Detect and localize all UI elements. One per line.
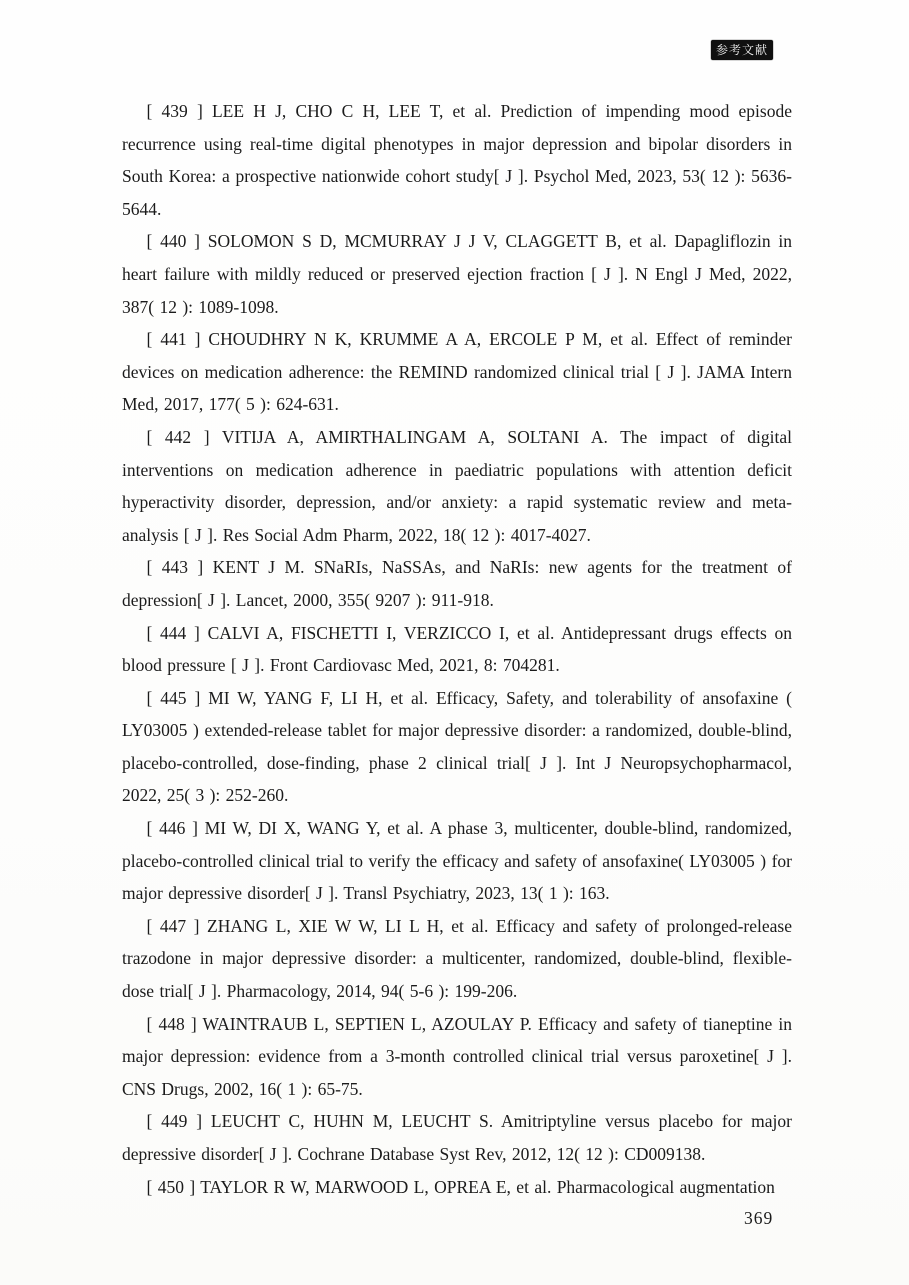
reference-item: [ 450 ] TAYLOR R W, MARWOOD L, OPREA E, et al. Pharmacological augmentation bbox=[146, 1176, 775, 1197]
section-tag-references: 参考文献 bbox=[711, 40, 773, 60]
page-number: 369 bbox=[744, 1208, 774, 1228]
reference-item: [ 449 ] LEUCHT C, HUHN M, LEUCHT S. Amitriptyline versus placebo for major depressive disorder[ J ]. Cochrane Database Syst Rev, 2012, 12( 12 ): CD009138. bbox=[122, 1111, 792, 1164]
reference-item: [ 439 ] LEE H J, CHO C H, LEE T, et al. Prediction of impending mood episode recurrence using real-time digital phenotypes in major depression and bipolar disorders in South Korea: a prospective nationwide cohort study[ J ]. Psychol Med, 2023, 53( 12 ): 5636-5644. bbox=[122, 101, 792, 219]
reference-item: [ 442 ] VITIJA A, AMIRTHALINGAM A, SOLTANI A. The impact of digital interventions on medication adherence in paediatric populations with attention deficit hyperactivity disorder, depression, and/or anxiety: a rapid systematic review and meta-analysis [ J ]. Res Social Adm Pharm, 2022, 18( 12 ): 4017-4027. bbox=[122, 426, 792, 545]
reference-item: [ 447 ] ZHANG L, XIE W W, LI L H, et al. Efficacy and safety of prolonged-release trazodone in major depressive disorder: a multicenter, randomized, double-blind, flexible-dose trial[ J ]. Pharmacology, 2014, 94( 5-6 ): 199-206. bbox=[122, 915, 792, 1002]
reference-item: [ 448 ] WAINTRAUB L, SEPTIEN L, AZOULAY P. Efficacy and safety of tianeptine in major depression: evidence from a 3-month controlled clinical trial versus paroxetine[ J ]. CNS Drugs, 2002, 16( 1 ): 65-75. bbox=[122, 1013, 792, 1099]
references-list bbox=[122, 95, 792, 1203]
reference-item: [ 446 ] MI W, DI X, WANG Y, et al. A phase 3, multicenter, double-blind, randomized, placebo-controlled clinical trial to verify the efficacy and safety of ansofaxine( LY03005 ) for major depressive disorder[ J ]. Transl Psychiatry, 2023, 13( 1 ): 163. bbox=[122, 818, 792, 904]
reference-item: [ 440 ] SOLOMON S D, MCMURRAY J J V, CLAGGETT B, et al. Dapagliflozin in heart failure with mildly reduced or preserved ejection fraction [ J ]. N Engl J Med, 2022, 387( 12 ): 1089-1098. bbox=[122, 231, 792, 317]
reference-item: [ 445 ] MI W, YANG F, LI H, et al. Efficacy, Safety, and tolerability of ansofaxine ( LY03005 ) extended-release tablet for major depressive disorder: a randomized, double-blind, placebo-controlled, dose-finding, phase 2 clinical trial[ J ]. Int J Neuropsychopharmacol, 2022, 25( 3 ): 252-260. bbox=[122, 687, 792, 806]
reference-item: [ 443 ] KENT J M. SNaRIs, NaSSAs, and NaRIs: new agents for the treatment of depression[ J ]. Lancet, 2000, 355( 9207 ): 911-918. bbox=[122, 557, 792, 610]
reference-item: [ 441 ] CHOUDHRY N K, KRUMME A A, ERCOLE P M, et al. Effect of reminder devices on medication adherence: the REMIND randomized clinical trial [ J ]. JAMA Intern Med, 2017, 177( 5 ): 624-631. bbox=[122, 329, 792, 415]
reference-item: [ 444 ] CALVI A, FISCHETTI I, VERZICCO I, et al. Antidepressant drugs effects on blood pressure [ J ]. Front Cardiovasc Med, 2021, 8: 704281. bbox=[122, 622, 792, 676]
